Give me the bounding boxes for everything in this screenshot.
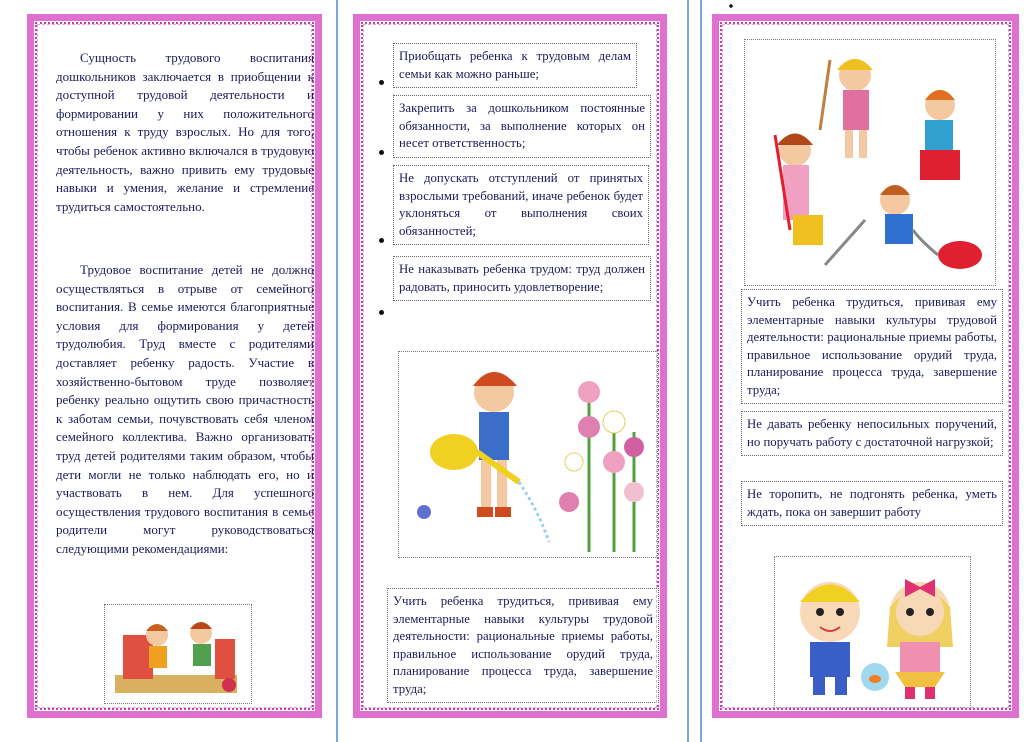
bullet-dot — [379, 150, 384, 155]
fold-line-1 — [336, 0, 338, 742]
children-cleaning-illustration — [744, 39, 996, 286]
bullet-dot — [379, 310, 384, 315]
family-paragraph: Трудовое воспитание детей не должно осуществляться в отрыве от семейного воспитания. В семье имеются благоприятные условия для формирования у детей трудолюбия. Труд вместе с родителями доставляет ребенку радость. Участие в хозяйственно-бытовом труде позволяет ребенку реально ощутить свою причастность к заботам семьи, почувствовать себя членом семейного коллектива. Важно организовать труд детей родителями таким образом, чтобы дети могли не только наблюдать его, но и участвовать в нем. Для успешного осуществления трудового воспитания в семье родители могут руководствоваться следующими рекомендациями: — [56, 262, 314, 556]
intro-paragraph: Сущность трудового воспитания дошкольников заключается в приобщении к доступной трудовой деятельности и формировании у них положительного отношения к труду взрослых. Но для того, чтобы ребенок активно включался в трудовую деятельность, важно привить ему трудовые навыки и умения, желание и стремление трудиться самостоятельно. — [56, 50, 314, 214]
recommendation-box: Не торопить, не подгонять ребенка, уметь ждать, пока он завершит работу — [741, 481, 1003, 526]
recommendation-box: Не наказывать ребенка трудом: труд должен радовать, приносить удовлетворение; — [393, 256, 651, 301]
panel-right — [712, 14, 1019, 718]
recommendation-box: Закрепить за дошкольником постоянные обязанности, за выполнение которых он несет ответственность; — [393, 95, 651, 158]
panel-middle — [353, 14, 667, 718]
boy-watering-flowers-illustration — [398, 351, 658, 558]
recommendation-box: Учить ребенка трудиться, прививая ему элементарные навыки культуры трудовой деятельности: рациональные приемы работы, правильное использование орудий труда, планирование процесса труда, завершение труда; — [741, 289, 1003, 404]
recommendation-box: Не давать ребенку непосильных поручений, но поручать работу с достаточной нагрузкой; — [741, 411, 1003, 456]
bullet-dot — [379, 80, 384, 85]
bullet-dot — [379, 238, 384, 243]
recommendation-box: Не допускать отступлений от принятых взрослыми требований, иначе ребенок будет уклоняться от выполнения своих обязанностей; — [393, 165, 649, 245]
recommendation-box: Приобщать ребенка к трудовым делам семьи как можно раньше; — [393, 43, 637, 88]
fold-line-2 — [687, 0, 689, 742]
recommendation-box: Учить ребенка трудиться, прививая ему элементарные навыки культуры трудовой деятельности: рациональные приемы работы, правильное использование орудий труда, планирование процесса труда, завершение труда; — [387, 588, 659, 703]
fold-line-3 — [700, 0, 702, 742]
panel-left — [27, 14, 322, 718]
children-playing-illustration — [104, 604, 252, 704]
boy-and-girl-illustration — [774, 556, 971, 708]
